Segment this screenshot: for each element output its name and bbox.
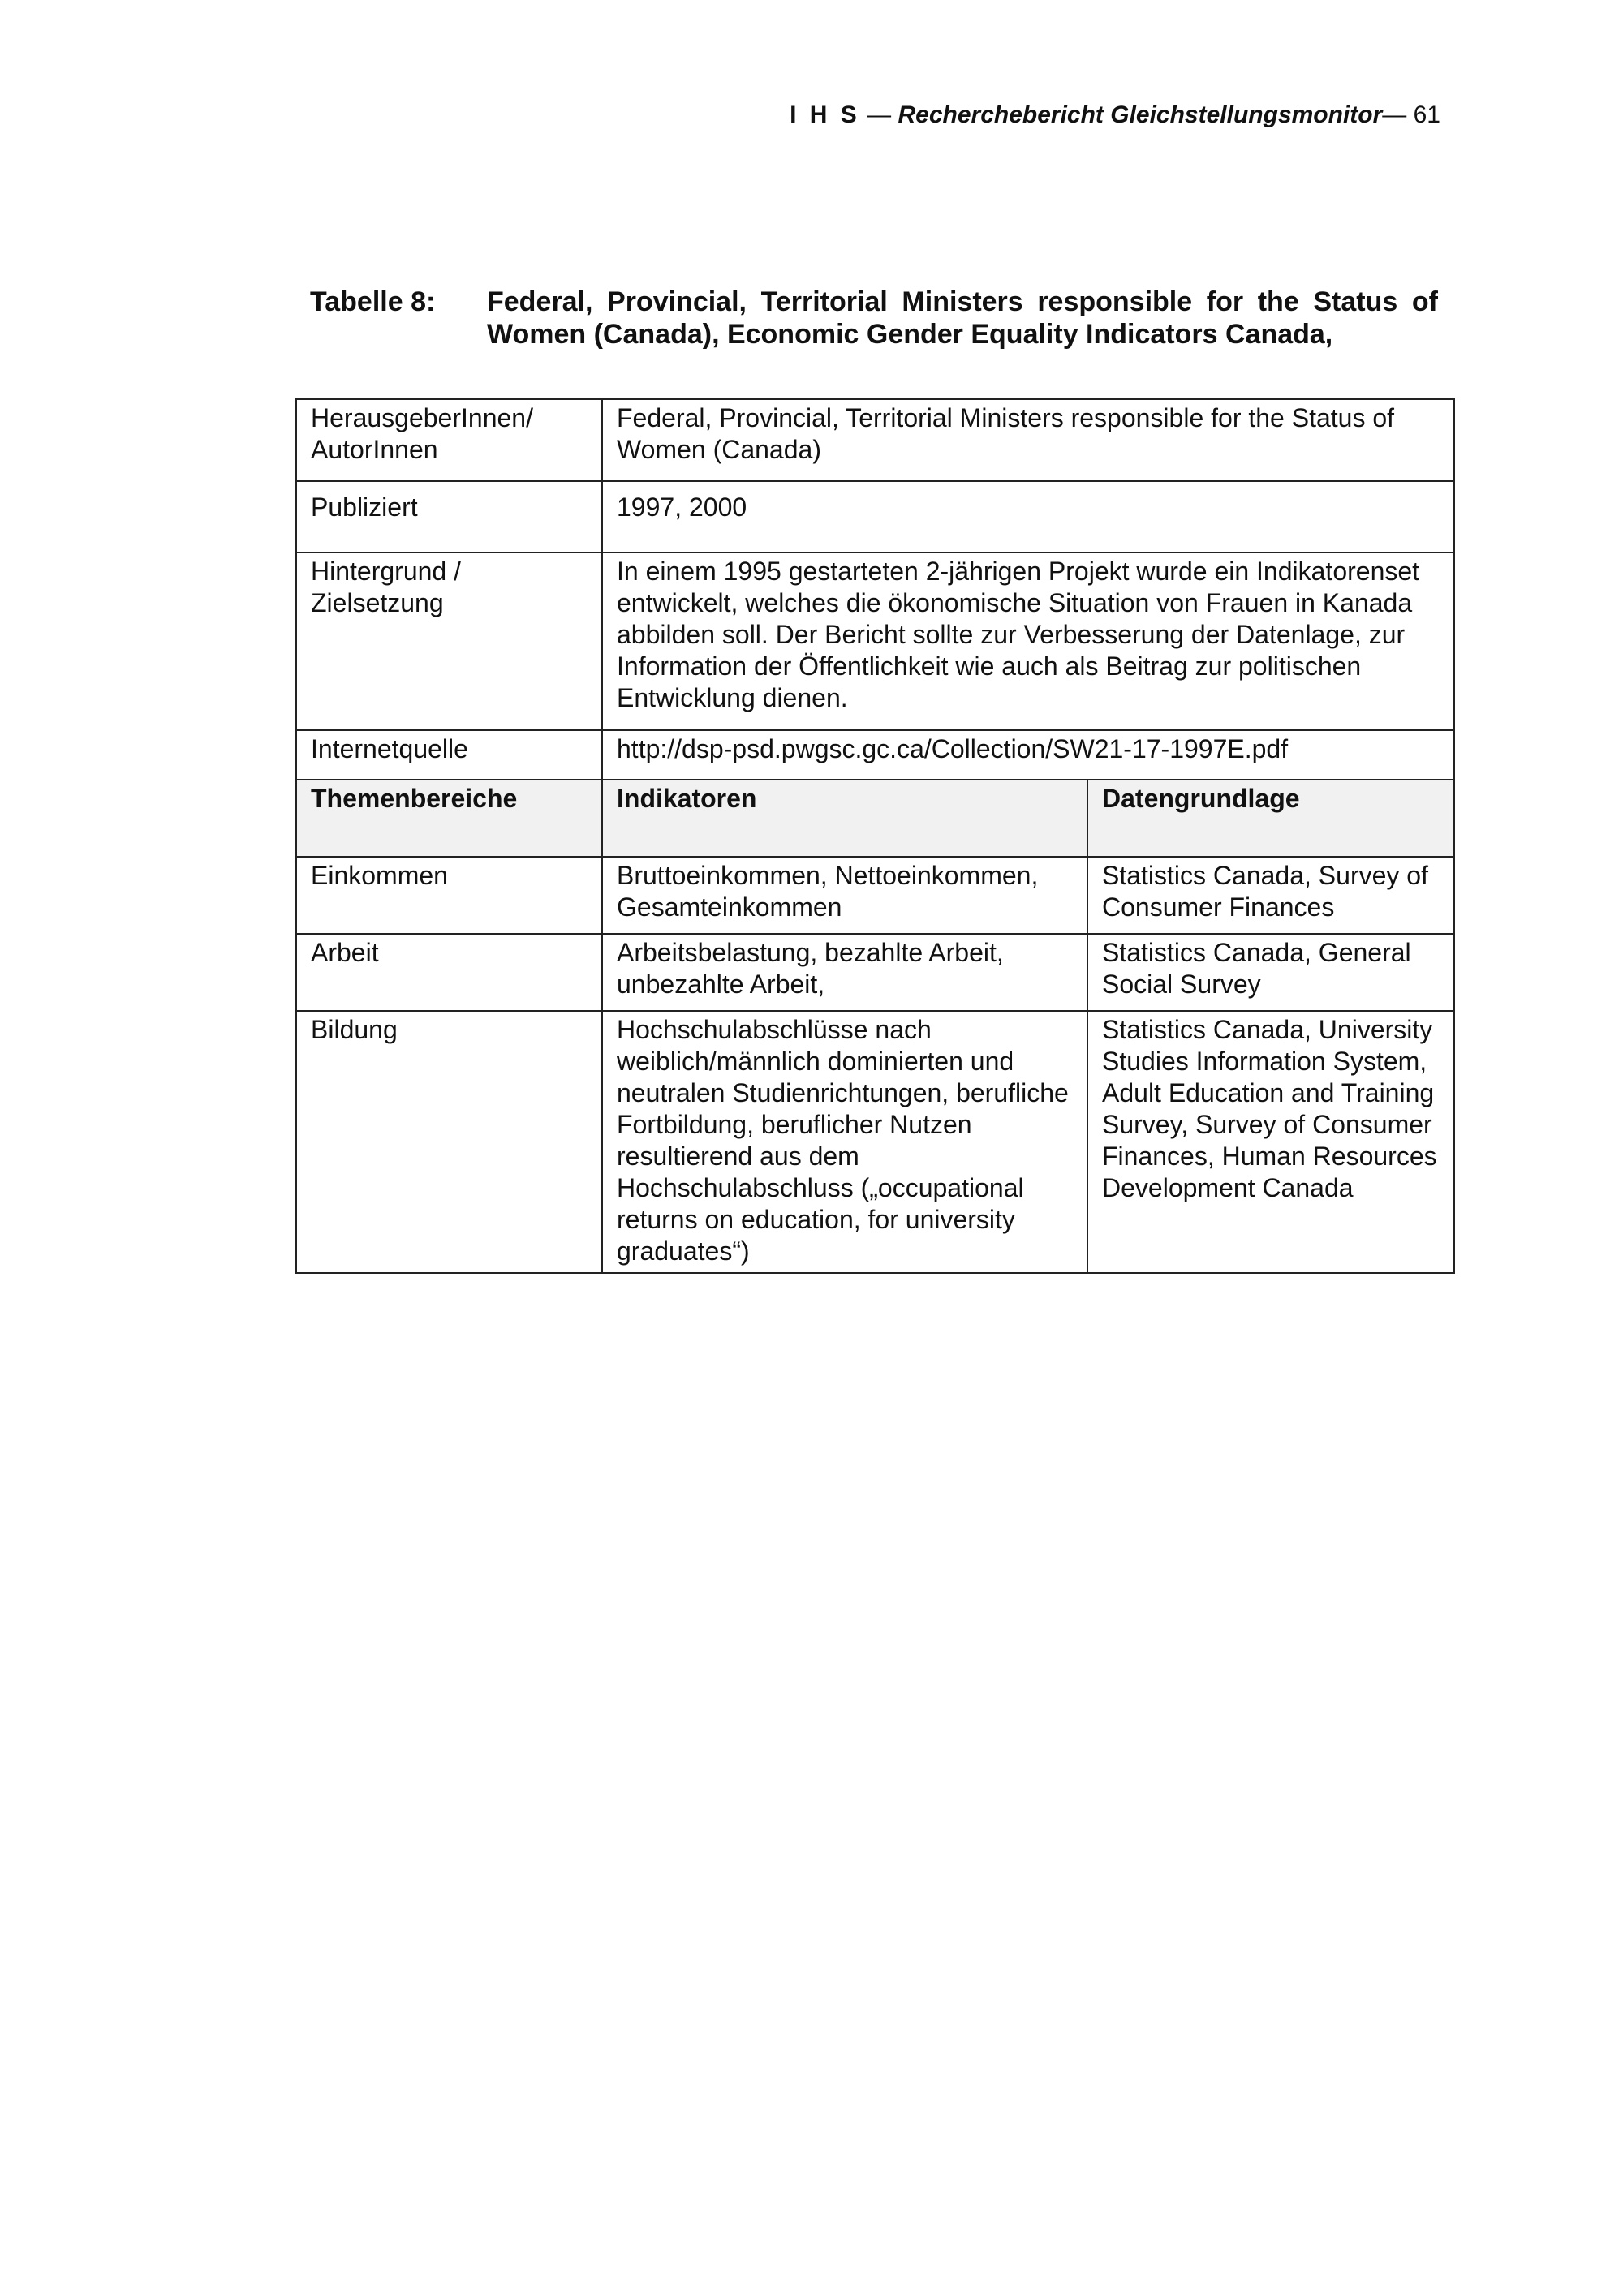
source-cell: Statistics Canada, Survey of Consumer Finances xyxy=(1087,857,1454,934)
page-number: 61 xyxy=(1413,101,1440,128)
source-cell: Statistics Canada, General Social Survey xyxy=(1087,934,1454,1011)
theme-cell: Einkommen xyxy=(296,857,602,934)
row-label: Publiziert xyxy=(296,481,602,553)
running-header xyxy=(730,99,1440,131)
caption-label: Tabelle 8: xyxy=(310,286,436,317)
column-header: Themenbereiche xyxy=(296,780,602,857)
table-row-published xyxy=(296,481,1454,553)
row-value: In einem 1995 gestarteten 2-jährigen Projekt wurde ein Indikatorenset entwickelt, welches die ökonomische Situation von Frauen in Kanada abbilden soll. Der Bericht sollte zur Verbesserung der Datenlage, zur Information der Öffentlichkeit wie auch als Beitrag zur politischen Entwicklung dienen. xyxy=(602,553,1454,730)
table-row xyxy=(296,1011,1454,1273)
header-dash-2: — xyxy=(1382,101,1414,128)
table-row-internet-source xyxy=(296,730,1454,780)
column-header: Datengrundlage xyxy=(1087,780,1454,857)
theme-cell: Bildung xyxy=(296,1011,602,1273)
column-header: Indikatoren xyxy=(602,780,1087,857)
indicators-cell: Hochschulabschlüsse nach weiblich/männlich dominierten und neutralen Studienrichtungen, berufliche Fortbildung, beruflicher Nutzen resultierend aus dem Hochschulabschluss („occupational returns on education, for university graduates“) xyxy=(602,1011,1087,1273)
row-label: Hintergrund / Zielsetzung xyxy=(296,553,602,730)
table-row-authors xyxy=(296,399,1454,481)
table-header-row xyxy=(296,780,1454,857)
row-label: Internetquelle xyxy=(296,730,602,780)
header-title: Recherchebericht Gleichstellungsmonitor xyxy=(898,101,1383,128)
header-org: I H S xyxy=(790,101,860,128)
theme-cell: Arbeit xyxy=(296,934,602,1011)
row-label: HerausgeberInnen/ AutorInnen xyxy=(296,399,602,481)
row-value: 1997, 2000 xyxy=(602,481,1454,553)
table-row xyxy=(296,857,1454,934)
table-row-background xyxy=(296,553,1454,730)
caption-text: Federal, Provincial, Territorial Ministers responsible for the Status of Women (Canada), Economic Gender Equality Indicators Canada, xyxy=(487,286,1438,350)
table-row xyxy=(296,934,1454,1011)
row-value: Federal, Provincial, Territorial Ministers responsible for the Status of Women (Canada) xyxy=(602,399,1454,481)
indicator-table xyxy=(295,398,1455,1274)
indicators-cell: Arbeitsbelastung, bezahlte Arbeit, unbezahlte Arbeit, xyxy=(602,934,1087,1011)
internet-link[interactable]: http://dsp-psd.pwgsc.gc.ca/Collection/SW21-17-1997E.pdf xyxy=(602,730,1454,780)
indicators-cell: Bruttoeinkommen, Nettoeinkommen, Gesamteinkommen xyxy=(602,857,1087,934)
source-cell: Statistics Canada, University Studies Information System, Adult Education and Training Survey, Survey of Consumer Finances, Human Resources Development Canada xyxy=(1087,1011,1454,1273)
header-dash: — xyxy=(859,101,898,128)
